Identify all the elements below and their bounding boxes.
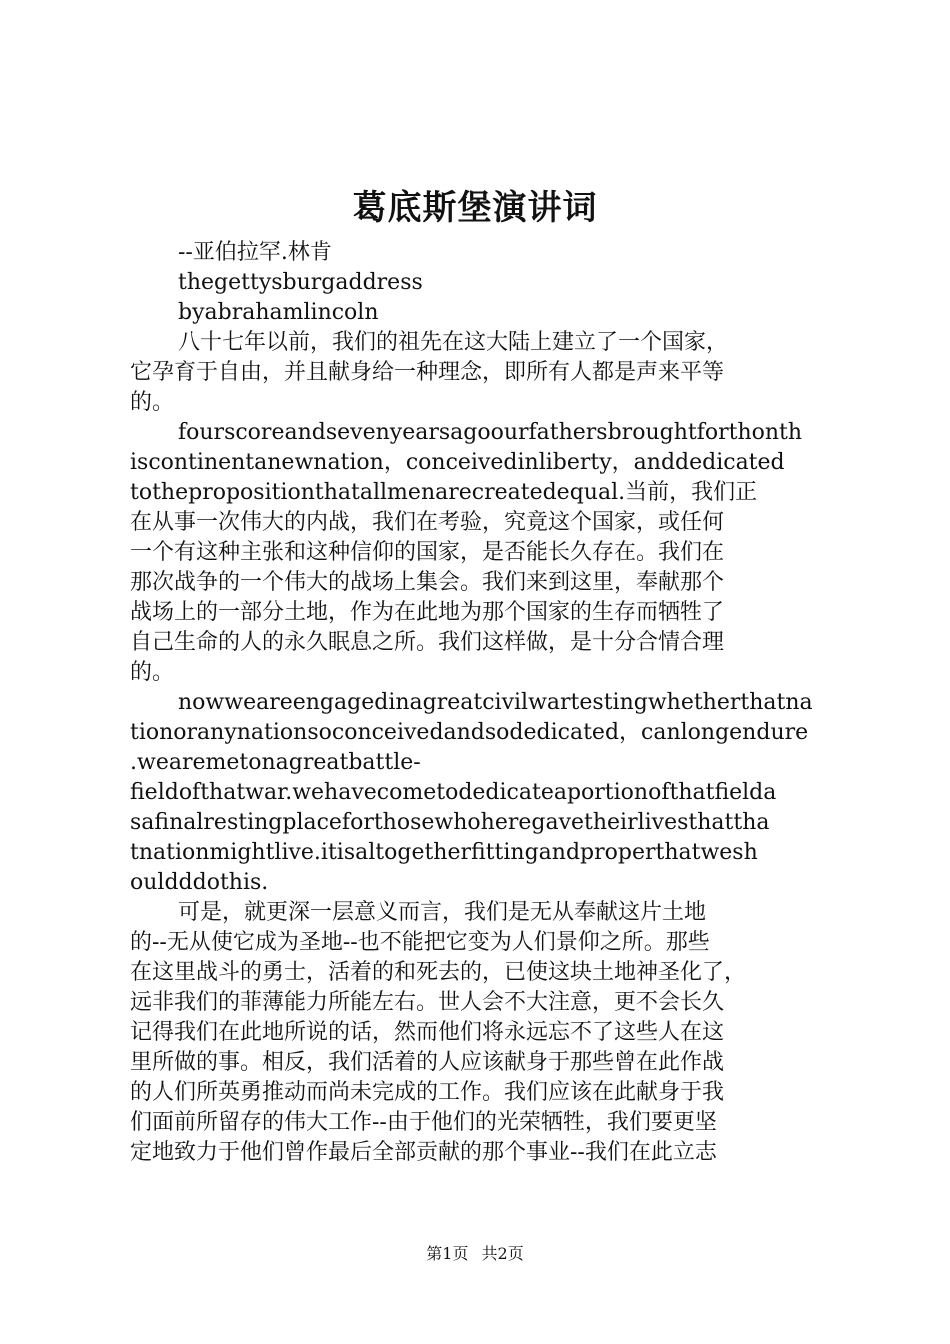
- page-total: 共2页: [481, 1244, 524, 1263]
- page-number: 第1页: [426, 1244, 469, 1263]
- paragraph-line: .wearemetonagreatbattle-: [130, 750, 421, 775]
- paragraph-line: 的。: [130, 390, 175, 415]
- paragraph-line: iscontinentanewnation，conceivedinliberty，anddedicated: [130, 450, 785, 475]
- paragraph-line: tothepropositionthatallmenarecreatedequal.当前，我们正: [130, 480, 758, 505]
- paragraph-line: 的人们所英勇推动而尚未完成的工作。我们应该在此献身于我: [130, 1080, 725, 1105]
- paragraph-line: nowweareengagedinagreatcivilwartestingwhetherthatna: [178, 690, 813, 715]
- paragraph-line: 可是，就更深一层意义而言，我们是无从奉献这片土地: [178, 900, 707, 925]
- paragraph-line: 在从事一次伟大的内战，我们在考验，究竟这个国家，或任何: [130, 510, 725, 535]
- paragraph-line: 记得我们在此地所说的话，然而他们将永远忘不了这些人在这: [130, 1020, 725, 1045]
- paragraph-line: fourscoreandsevenyearsagoourfathersbroughtforthonth: [178, 420, 803, 445]
- document-body: [130, 238, 835, 1168]
- paragraph-line: 那次战争的一个伟大的战场上集会。我们来到这里，奉献那个: [130, 570, 725, 595]
- document-title: 葛底斯堡演讲词: [352, 188, 598, 228]
- paragraph-line: 它孕育于自由，并且献身给一种理念，即所有人都是声来平等: [130, 360, 725, 385]
- paragraph-line: 一个有这种主张和这种信仰的国家，是否能长久存在。我们在: [130, 540, 725, 565]
- paragraph-line: 八十七年以前，我们的祖先在这大陆上建立了一个国家，: [178, 330, 729, 355]
- paragraph-line: 的。: [130, 660, 175, 685]
- paragraph-line: safinalrestingplaceforthosewhoheregavetheirlivesthattha: [130, 810, 770, 835]
- byline-en-author: byabrahamlincoln: [178, 300, 379, 325]
- page-footer: [0, 1242, 950, 1266]
- paragraph-line: 的--无从使它成为圣地--也不能把它变为人们景仰之所。那些: [130, 930, 710, 955]
- paragraph-line: fieldofthatwar.wehavecometodedicateaportionofthatfielda: [130, 780, 777, 805]
- paragraph-line: ouldddothis.: [130, 870, 269, 895]
- byline-en-title: thegettysburgaddress: [178, 270, 423, 295]
- paragraph-line: 们面前所留存的伟大工作--由于他们的光荣牺牲，我们要更坚: [130, 1110, 717, 1135]
- paragraph-line: 定地致力于他们曾作最后全部贡献的那个事业--我们在此立志: [130, 1140, 717, 1165]
- paragraph-line: 自己生命的人的永久眠息之所。我们这样做，是十分合情合理: [130, 630, 725, 655]
- paragraph-line: 战场上的一部分土地，作为在此地为那个国家的生存而牺牲了: [130, 600, 725, 625]
- byline-cn-author: --亚伯拉罕.林肯: [178, 240, 332, 265]
- paragraph-line: 里所做的事。相反，我们活着的人应该献身于那些曾在此作战: [130, 1050, 725, 1075]
- paragraph-line: tionoranynationsoconceivedandsodedicated，canlongendure: [130, 720, 809, 745]
- paragraph-line: 远非我们的菲薄能力所能左右。世人会不大注意，更不会长久: [130, 990, 725, 1015]
- paragraph-line: 在这里战斗的勇士，活着的和死去的，已使这块土地神圣化了，: [130, 960, 747, 985]
- paragraph-line: tnationmightlive.itisaltogetherfittingandproperthatwesh: [130, 840, 758, 865]
